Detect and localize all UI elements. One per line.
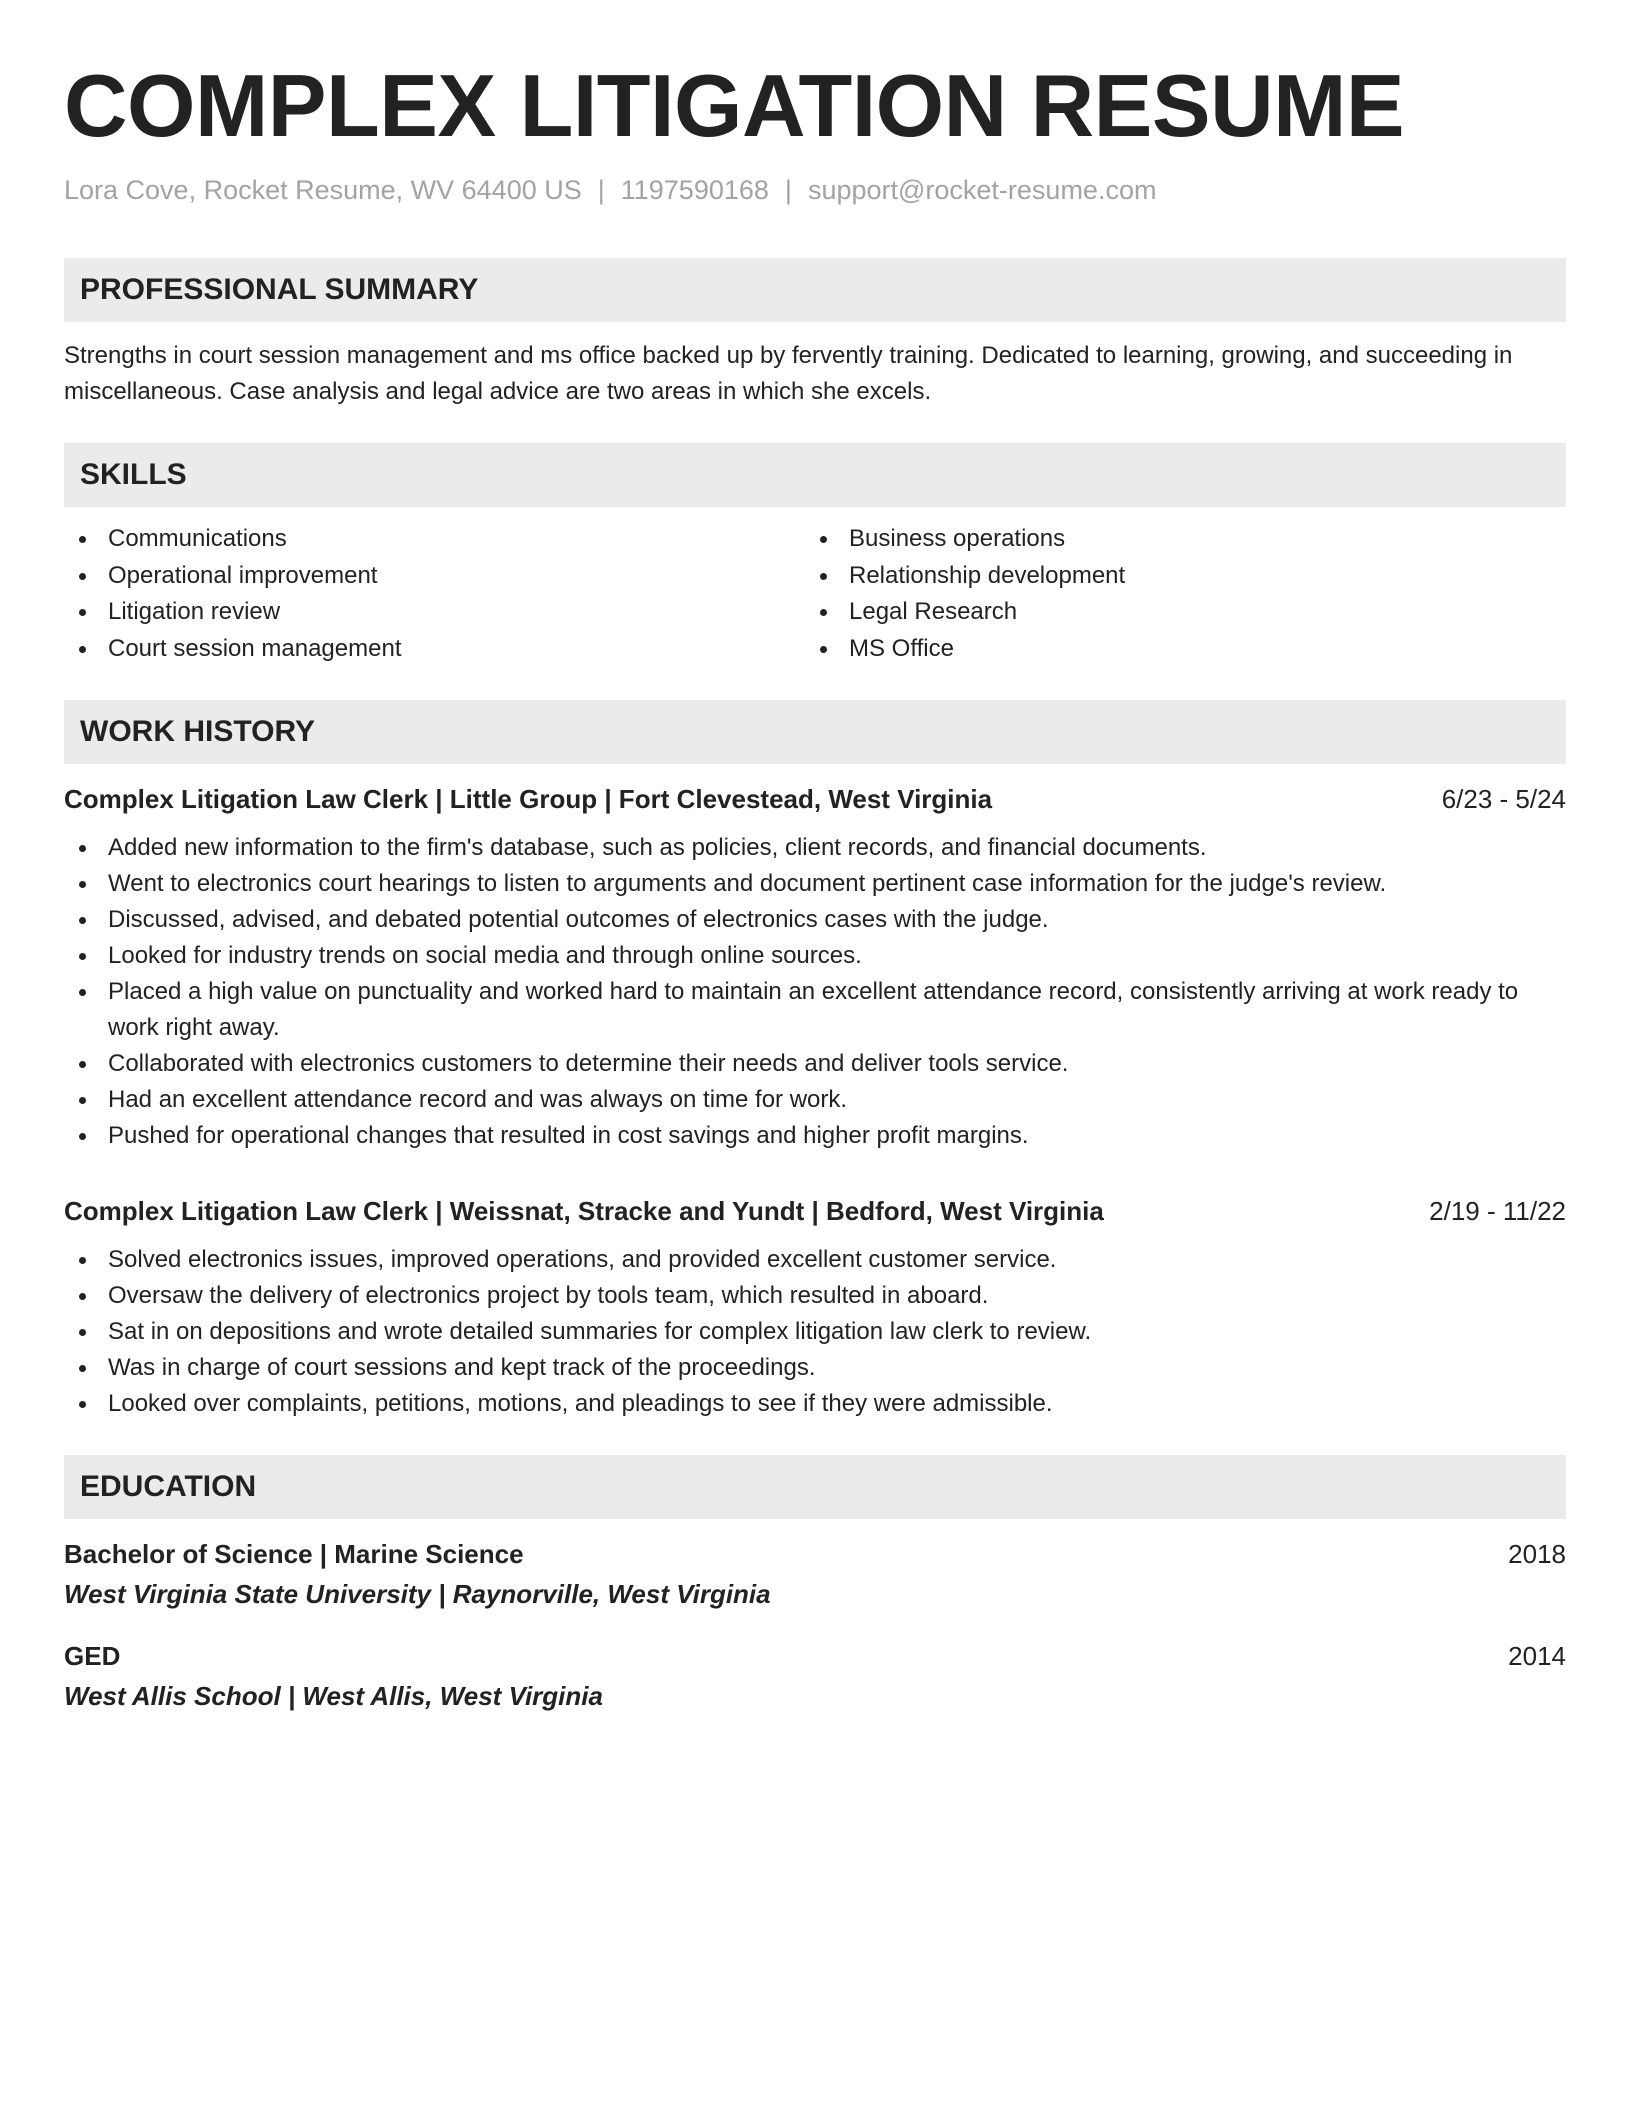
skill-item xyxy=(805,631,1546,668)
bullet-dot-icon xyxy=(79,1329,86,1336)
bullet-dot-icon xyxy=(79,536,86,543)
job-dates: 6/23 - 5/24 xyxy=(1441,784,1566,814)
skills-list xyxy=(64,521,1566,667)
summary-text: Strengths in court session management and ms office backed up by fervently training. Dedicated to learning, growing, and succeeding in miscellaneous. Case analysis and legal advice are two areas in which she excels. xyxy=(64,342,1513,405)
bullet-text: Sat in on depositions and wrote detailed summaries for complex litigation law clerk to review. xyxy=(108,1318,1092,1345)
section-header-skills: SKILLS xyxy=(64,443,1566,507)
bullet-dot-icon xyxy=(79,1133,86,1140)
skill-label: Relationship development xyxy=(849,561,1126,589)
bullet-dot-icon xyxy=(79,989,86,996)
skill-item xyxy=(805,594,1546,631)
skill-item xyxy=(64,631,805,668)
section-header-work-history: WORK HISTORY xyxy=(64,700,1566,764)
bullet-text: Looked for industry trends on social media and through online sources. xyxy=(108,942,862,969)
bullet-text: Added new information to the firm's database, such as policies, client records, and financial documents. xyxy=(108,834,1207,861)
skill-label: Legal Research xyxy=(849,598,1018,625)
bullet-dot-icon xyxy=(820,646,827,653)
bullet-dot-icon xyxy=(820,536,827,543)
contact-line xyxy=(64,174,1566,206)
list-item xyxy=(64,1314,1566,1350)
contact-separator: | xyxy=(597,175,605,205)
bullet-dot-icon xyxy=(79,609,86,616)
skill-label: Operational improvement xyxy=(108,561,378,589)
list-item xyxy=(64,830,1566,866)
bullet-text: Oversaw the delivery of electronics project by tools team, which resulted in aboard. xyxy=(108,1282,989,1309)
bullet-text: Went to electronics court hearings to listen to arguments and document pertinent case information for the judge's review. xyxy=(108,870,1387,897)
bullet-dot-icon xyxy=(79,1097,86,1104)
list-item xyxy=(64,1046,1566,1082)
education-degree: Bachelor of Science | Marine Science xyxy=(64,1539,524,1569)
skills-column-left xyxy=(64,521,805,667)
job-dates: 2/19 - 11/22 xyxy=(1429,1196,1566,1226)
skill-item xyxy=(64,521,805,558)
job-bullets xyxy=(64,830,1566,1154)
skill-label: Court session management xyxy=(108,634,402,662)
bullet-dot-icon xyxy=(820,609,827,616)
list-item xyxy=(64,1082,1566,1118)
bullet-dot-icon xyxy=(79,845,86,852)
section-header-education: EDUCATION xyxy=(64,1455,1566,1519)
contact-address: Lora Cove, Rocket Resume, WV 64400 US xyxy=(64,175,582,205)
job-title: Complex Litigation Law Clerk | Weissnat, Stracke and Yundt | Bedford, West Virginia xyxy=(64,1196,1104,1226)
skill-item xyxy=(64,594,805,631)
skill-label: Business operations xyxy=(849,525,1066,552)
skill-item xyxy=(805,521,1546,558)
skill-label: Communications xyxy=(108,525,287,552)
education-header xyxy=(64,1639,1566,1673)
skills-column-right xyxy=(805,521,1546,667)
bullet-dot-icon xyxy=(79,1061,86,1068)
job-header xyxy=(64,1194,1566,1228)
section-header-summary: PROFESSIONAL SUMMARY xyxy=(64,258,1566,322)
bullet-dot-icon xyxy=(79,1365,86,1372)
list-item xyxy=(64,1386,1566,1422)
education-school: West Virginia State University | Raynorville, West Virginia xyxy=(64,1579,771,1609)
bullet-dot-icon xyxy=(79,1401,86,1408)
list-item xyxy=(64,866,1566,902)
skill-label: Litigation review xyxy=(108,598,281,625)
contact-phone: 1197590168 xyxy=(620,175,769,205)
job-header xyxy=(64,782,1566,816)
bullet-text: Collaborated with electronics customers to determine their needs and deliver tools service. xyxy=(108,1050,1069,1077)
skill-item xyxy=(64,558,805,595)
education-header xyxy=(64,1537,1566,1571)
bullet-dot-icon xyxy=(79,953,86,960)
skill-label: MS Office xyxy=(849,634,954,662)
bullet-dot-icon xyxy=(79,1293,86,1300)
education-degree: GED xyxy=(64,1641,121,1671)
bullet-dot-icon xyxy=(79,881,86,888)
list-item xyxy=(64,1278,1566,1314)
job-title: Complex Litigation Law Clerk | Little Group | Fort Clevestead, West Virginia xyxy=(64,784,993,814)
bullet-dot-icon xyxy=(79,646,86,653)
education-year: 2014 xyxy=(1508,1641,1566,1671)
contact-email: support@rocket-resume.com xyxy=(807,175,1157,205)
list-item xyxy=(64,938,1566,974)
bullet-text: Discussed, advised, and debated potential outcomes of electronics cases with the judge. xyxy=(108,906,1049,933)
resume-page xyxy=(64,0,1566,1713)
bullet-text: Looked over complaints, petitions, motions, and pleadings to see if they were admissible. xyxy=(108,1390,1053,1417)
list-item xyxy=(64,974,1566,1046)
resume-title: COMPLEX LITIGATION RESUME xyxy=(64,56,1405,155)
list-item xyxy=(64,1350,1566,1386)
bullet-dot-icon xyxy=(79,1257,86,1264)
bullet-text: Had an excellent attendance record and was always on time for work. xyxy=(108,1086,848,1113)
bullet-dot-icon xyxy=(79,573,86,580)
bullet-text: Placed a high value on punctuality and worked hard to maintain an excellent attendance record, consistently arriving at work ready to work right away. xyxy=(108,978,1519,1041)
education-school: West Allis School | West Allis, West Virginia xyxy=(64,1681,603,1711)
list-item xyxy=(64,1242,1566,1278)
job-bullets xyxy=(64,1242,1566,1422)
bullet-text: Solved electronics issues, improved operations, and provided excellent customer service. xyxy=(108,1246,1057,1273)
bullet-dot-icon xyxy=(820,573,827,580)
bullet-text: Pushed for operational changes that resulted in cost savings and higher profit margins. xyxy=(108,1122,1029,1149)
bullet-text: Was in charge of court sessions and kept track of the proceedings. xyxy=(108,1354,816,1381)
skill-item xyxy=(805,558,1546,595)
contact-separator: | xyxy=(784,175,792,205)
list-item xyxy=(64,1118,1566,1154)
bullet-dot-icon xyxy=(79,917,86,924)
education-year: 2018 xyxy=(1508,1539,1566,1569)
list-item xyxy=(64,902,1566,938)
